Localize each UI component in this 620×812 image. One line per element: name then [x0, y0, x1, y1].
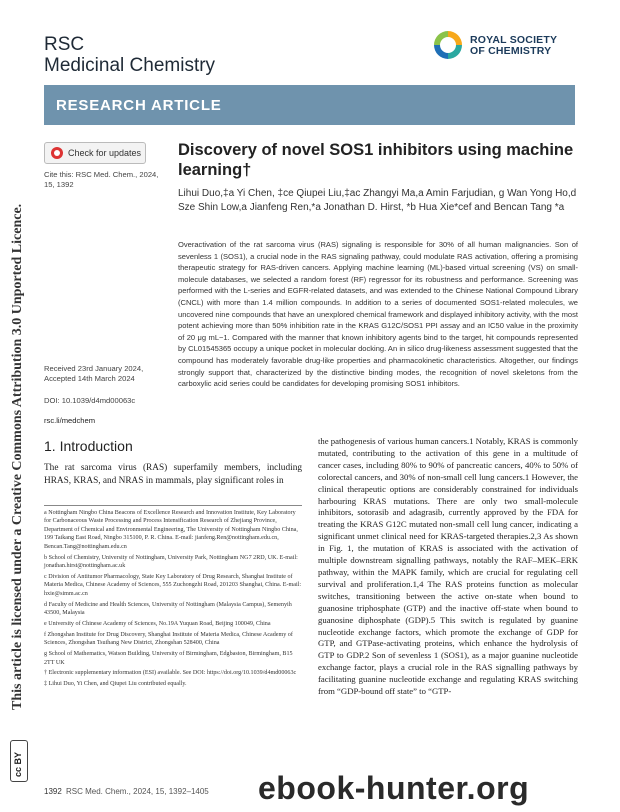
footnote: ‡ Lihui Duo, Yi Chen, and Qiupei Liu contributed equally.: [44, 681, 187, 688]
journal-name-line2: Medicinal Chemistry: [44, 55, 216, 76]
author-list: Lihui Duo,‡a Yi Chen, ‡ce Qiupei Liu,‡ac Zhangyi Ma,a Amin Farjudian, g Wan Yong Ho,d Sze Shin Low,a Jianfeng Ren,*a Jonathan D. Hirst, *b Hua Xie*cef and Bencan Tang *a: [178, 188, 577, 213]
publisher-name-line2: OF CHEMISTRY: [470, 45, 552, 57]
footnote: d Faculty of Medicine and Health Sciences, University of Nottingham (Malaysia Campus), Semenyih 43500, Malaysia: [44, 601, 292, 616]
footnote: f Zhongshan Institute for Drug Discovery, Shanghai Institute of Materia Medica, Chinese Academy of Sciences, Zhongshan Tsuihang New District, Zhongshan 528400, China: [44, 631, 293, 647]
footnote: c Division of Antitumor Pharmacology, State Key Laboratory of Drug Research, Shanghai Institute of Materia Medica, Chinese Academy of Sciences, 555 Zuchongzhi Road, 201203 Shanghai, China. E-mail: hxie@simm.ac.cn: [44, 573, 302, 597]
rsc-logo-icon: [430, 27, 466, 63]
check-for-updates-button[interactable]: [44, 142, 146, 164]
footnote: † Electronic supplementary information (ESI) available. See DOI: https://doi.org/10.1039/d4md00063c: [44, 670, 297, 677]
footnote: b School of Chemistry, University of Nottingham, University Park, Nottingham NG7 2RD, UK. E-mail: jonathan.hirst@nottingham.ac.uk: [44, 554, 298, 569]
abstract: Overactivation of the rat sarcoma virus (RAS) signaling is responsible for 30% of all human malignancies. Son of sevenless 1 (SOS1), a crucial node in the RAS signaling pathway, could modulate RAS activation, offering a promising therapeutic strategy for RAS-driven cancers. Applying machine learning (ML)-based virtual screening (VS) on small-molecule databases, we selected a random forest (RF) regressor for its robustness and performance. Screening was performed with the L-series and EGFR-related datasets, and was extended to the Chinese National Compound Library (CNCL) with more than 1.4 million compounds. In addition to a series of documented SOS1-related molecules, we uncovered nine compounds that have an unexplored chemical framework and displayed inhibitory activity, with the most potent achieving more than 50% inhibition rate in the KRAS G12C/SOS1 PPI assay and an IC50 value in the proximity of 20 μg mL−1. Compared with the manner that known inhibitory agents bind to the target, hit compounds represented by CL01545365 occupy a unique pocket in molecular docking. An in silico drug-likeness assessment suggested that the compound has moderately favorable drug-like properties and pharmacokinetic characteristics. Altogether, our findings strongly support that, characterized by the distinctive binding modes, the recognition of novel skeletons from the carboxylic acid series could be candidates for developing promising SOS1 inhibitors.: [178, 240, 578, 389]
doi[interactable]: DOI: 10.1039/d4md00063c: [44, 396, 136, 405]
intro-text-right: the pathogenesis of various human cancers.1 Notably, KRAS is commonly mutated, contributing to the activation of this gene in a multitude of cancer cases, including 80% to 90% of pancreatic cancers, 40% to 50% of colorectal cancers, and 30% of non-small cell lung cancers.1 However, the clinical therapeutic options are considerably constrained for individuals harbouring KRAS mutations. There are only two small-molecule inhibitors, sotorasib and adagrasib, currently approved by the FDA for treating the KRAS G12C mutated non-small cell lung cancer, indicating a significant unmet clinical need for KRAS-targeted therapies.2,3 As shown in Fig. 1, the mutation of KRAS is associated with the activation of multiple downstream signalling pathways, notably the RAF–MEK–ERK pathway, within the MAPK family, which are crucial for regulating cell survival and proliferation.1,4 The RAS proteins function as molecular switches, transitioning between the active on-state when bound to guanosine triphosphate (GTP) and the inactive off-state when bound to guanosine diphosphate (GDP).5 This switch is regulated by guanine nucleotide exchange factors, which promote the exchange of GDP for GTP, and GTPase-activating proteins, which enhance the hydrolysis of GTP to GDP.2 Son of sevenless 1 (SOS1), as a major guanine nucleotide exchange factor, plays a crucial role in the RAS signalling pathways by facilitating guanine nucleotide exchange and regulating KRAS switching from “GDP-bound off state” to “GTP-: [318, 436, 578, 697]
publisher-name-line1: ROYAL SOCIETY: [470, 34, 558, 46]
intro-text-left: The rat sarcoma virus (RAS) superfamily members, including HRAS, KRAS, and NRAS in mammals, play significant roles in: [44, 463, 302, 486]
publisher-logo[interactable]: [430, 27, 580, 67]
journal-name: [44, 34, 215, 76]
footer-journal-ref: RSC Med. Chem., 2024, 15, 1392–1405: [66, 787, 209, 796]
check-for-updates-label: Check for updates: [68, 148, 142, 158]
watermark: ebook-hunter.org: [258, 770, 530, 806]
article-title: Discovery of novel SOS1 inhibitors using machine learning†: [178, 141, 574, 179]
footer-page-number: 1392: [44, 787, 62, 796]
check-updates-icon: [51, 147, 63, 159]
footnote: e University of Chinese Academy of Sciences, No.19A Yuquan Road, Beijing 100049, China: [44, 620, 271, 627]
article-type-label: RESEARCH ARTICLE: [56, 97, 222, 114]
cc-by-badge: [10, 740, 28, 782]
citation: Cite this: RSC Med. Chem., 2024, 15, 1392: [44, 170, 159, 189]
section-heading: 1. Introduction: [44, 438, 133, 454]
journal-url[interactable]: rsc.li/medchem: [44, 416, 96, 425]
footnote: a Nottingham Ningbo China Beacons of Excellence Research and Innovation Institute, Key Laboratory for Carbonaceous Waste Processing and Process Intensification Research of Zhejiang Province, Department of Chemical and Environmental Engineering, The University of Nottingham Ningbo China, 199 Taikang East Road, Ningbo 315100, P. R. China. E-mail: jianfeng.Ren@nottingham.edu.cn, Bencan.Tang@nottingham.edu.cn: [44, 510, 298, 550]
cc-badge-text: cc BY: [13, 751, 23, 777]
license-sidebar: [4, 200, 30, 720]
license-text: This article is licensed under a Creative Commons Attribution 3.0 Unported Licence.: [10, 203, 25, 710]
affiliation-footnotes: [44, 509, 302, 691]
received-dates: Received 23rd January 2024, Accepted 14th March 2024: [44, 364, 144, 383]
footnote: g School of Mathematics, Watson Building, University of Birmingham, Edgbaston, Birmingham, B15 2TT UK: [44, 651, 293, 666]
journal-name-line1: RSC: [44, 34, 85, 55]
footnote-divider: [44, 505, 302, 506]
